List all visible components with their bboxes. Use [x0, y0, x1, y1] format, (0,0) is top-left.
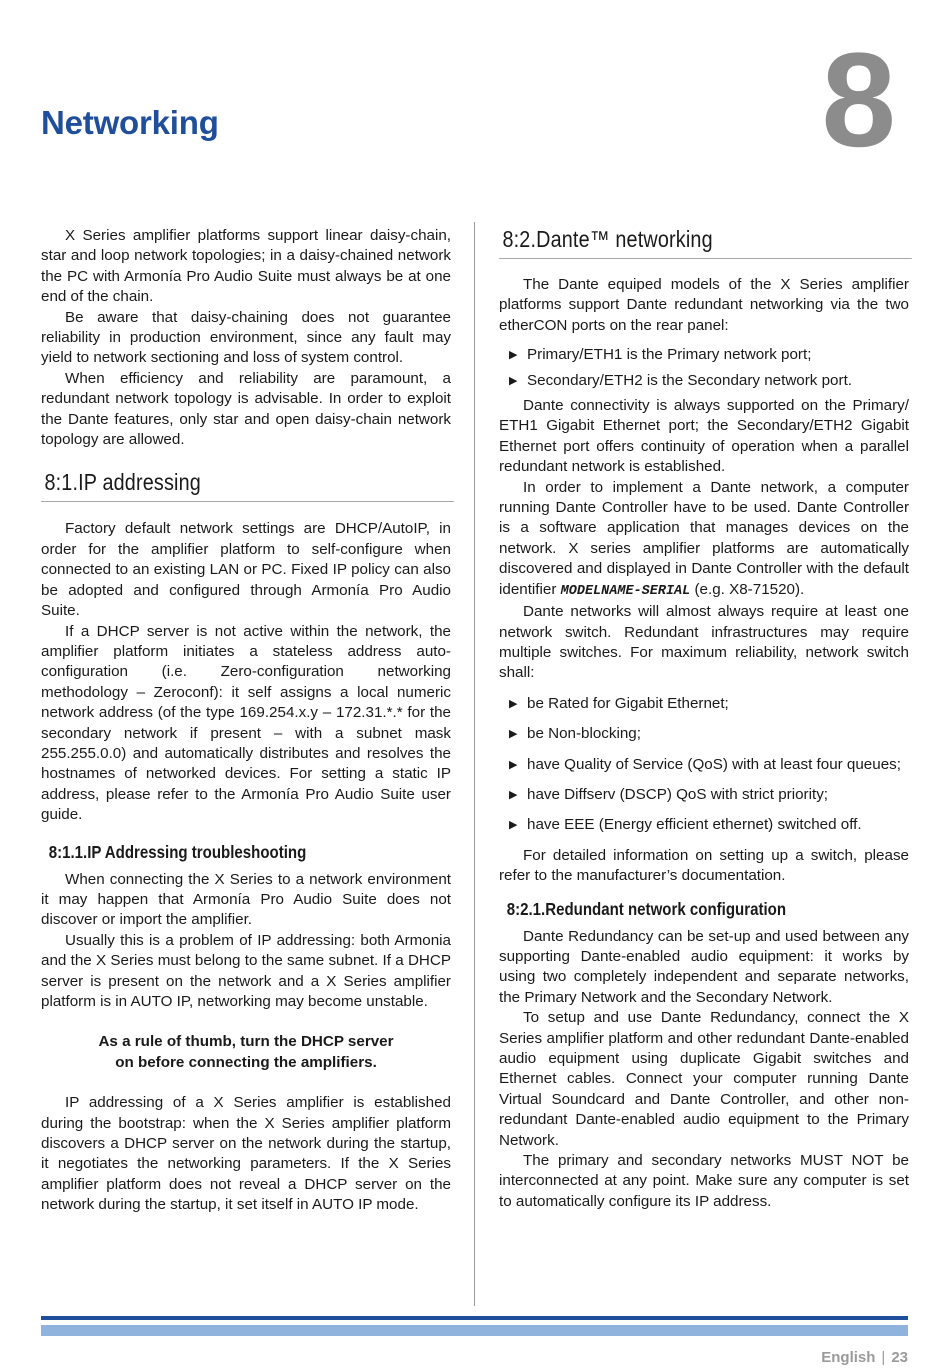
body-paragraph: IP addressing of a X Series amplifier is established during the bootstrap: when the X Series amplifier platform discovers a DHCP server on the network during the startup, it negotiates the networking parameters. If the X Series amplifier platform does not reveal a DHCP server on the network during the startup, it set itself in AUTO IP mode. — [41, 1094, 451, 1214]
callout-line: As a rule of thumb, turn the DHCP server — [98, 1033, 394, 1051]
page-footer — [821, 1349, 908, 1366]
footer-rule-light — [41, 1325, 908, 1336]
list-item: ▶ have Quality of Service (QoS) with at least four queues; — [499, 755, 909, 775]
chapter-title: Networking — [41, 104, 219, 141]
subsection-heading-redundant-network: 8:2.1.Redundant network configuration — [506, 898, 787, 919]
left-column — [41, 226, 451, 1216]
subsection-heading-ip-troubleshooting: 8:1.1.IP Addressing troubleshooting — [48, 841, 307, 862]
list-item: ▶ have Diffserv (DSCP) QoS with strict priority; — [499, 785, 909, 805]
intro-paragraph: When efficiency and reliability are paramount, a redundant network topology is advisable. In order to exploit the Dante features, only star and open daisy-chain network topology are allowed. — [41, 369, 451, 449]
body-paragraph: Factory default network settings are DHCP/AutoIP, in order for the amplifier platform to self-configure when connected to an existing LAN or PC. Fixed IP policy can also be adopted and configured through Armonía Pro Audio Suite. — [41, 520, 451, 620]
footer-language: English — [821, 1349, 876, 1366]
body-paragraph: Dante Redundancy can be set-up and used between any supporting Dante-enabled audio equipment: it works by using two completely independent and separate networks, the Primary Network and the Secondary Network. — [499, 927, 909, 1006]
list-item: ▶ Secondary/ETH2 is the Secondary network port. — [499, 371, 909, 391]
chapter-number: 8 — [821, 26, 896, 175]
page-number: 23 — [891, 1349, 908, 1366]
identifier-example: (e.g. X8-71520). — [694, 580, 805, 598]
column-divider — [474, 222, 475, 1306]
body-paragraph: Dante networks will almost always require at least one network switch. Redundant infrastructures may require multiple switches. For maximum reliability, network switch shall: — [499, 603, 909, 682]
intro-paragraph: Be aware that daisy-chaining does not guarantee reliability in production environment, since any fault may yield to network sectioning and loss of system control. — [41, 308, 451, 367]
section-heading-dante-networking: 8:2.Dante™ networking — [499, 226, 911, 259]
footer-separator: | — [881, 1349, 886, 1366]
rule-of-thumb-callout — [41, 1032, 451, 1073]
intro-paragraph: X Series amplifier platforms support linear daisy-chain, star and loop network topologies; in a daisy-chained network the PC with Armonía Pro Audio Suite must always be at one end of the chain. — [41, 227, 451, 306]
controller-text: In order to implement a Dante network, a computer running Dante Controller have to be used. Dante Controller is a software application that manages devices on the network. X series amplifier platforms are automatically discovered and displayed in Dante Controller with the default identifier — [499, 478, 909, 598]
list-item: ▶ be Non-blocking; — [499, 724, 909, 744]
default-identifier: MODELNAME-SERIAL — [560, 583, 691, 599]
list-item: ▶ be Rated for Gigabit Ethernet; — [499, 694, 909, 714]
switch-requirements-list — [499, 694, 909, 836]
body-paragraph: The primary and secondary networks MUST NOT be interconnected at any point. Make sure any computer is set to automatically configure its IP address. — [499, 1152, 909, 1210]
body-paragraph: Dante connectivity is always supported on the Primary/ ETH1 Gigabit Ethernet port; the Secondary/ETH2 Gigabit Ethernet port offers continuity of operation when a parallel redundant network is established. — [499, 397, 909, 476]
section-heading-ip-addressing: 8:1.IP addressing — [41, 469, 453, 502]
body-paragraph: For detailed information on setting up a switch, please refer to the manufacturer’s documentation. — [499, 846, 909, 885]
body-paragraph — [499, 478, 909, 602]
callout-line: on before connecting the amplifiers. — [115, 1053, 377, 1071]
body-paragraph: Usually this is a problem of IP addressing: both Armonia and the X Series must belong to the same subnet. If a DHCP server is present on the network and a X Series amplifier platform is in AUTO IP, networking may become unstable. — [41, 931, 451, 1010]
body-paragraph: When connecting the X Series to a network environment it may happen that Armonía Pro Audio Suite does not discover or import the amplifier. — [41, 870, 451, 929]
body-paragraph: The Dante equiped models of the X Series amplifier platforms support Dante redundant networking via the two etherCON ports on the rear panel: — [499, 276, 909, 334]
footer-rule-dark — [41, 1316, 908, 1320]
list-item: ▶ have EEE (Energy efficient ethernet) switched off. — [499, 815, 909, 835]
right-column — [499, 226, 909, 1212]
body-paragraph: To setup and use Dante Redundancy, connect the X Series amplifier platform and other redundant Dante-enabled audio equipment using duplicate Gigabit switches and Ethernet cables. Connect your computer running Dante Virtual Soundcard and Dante Controller, and other non-redundant Dante-enabled audio equipment to the Primary Network. — [499, 1009, 909, 1149]
body-paragraph: If a DHCP server is not active within the network, the amplifier platform initiates a stateless address auto-configuration (i.e. Zero-configuration networking methodology – Zeroconf): it self assigns a local numeric network address (of the type 169.254.x.y – 172.31.*.* for the secondary network if present – with a subnet mask 255.255.0.0) and automatically distributes and resolves the hostnames of networked devices. For setting a static IP address, please refer to the Armonía Pro Audio Suite user guide. — [41, 622, 451, 824]
port-list — [499, 345, 909, 391]
list-item: ▶ Primary/ETH1 is the Primary network port; — [499, 345, 909, 365]
